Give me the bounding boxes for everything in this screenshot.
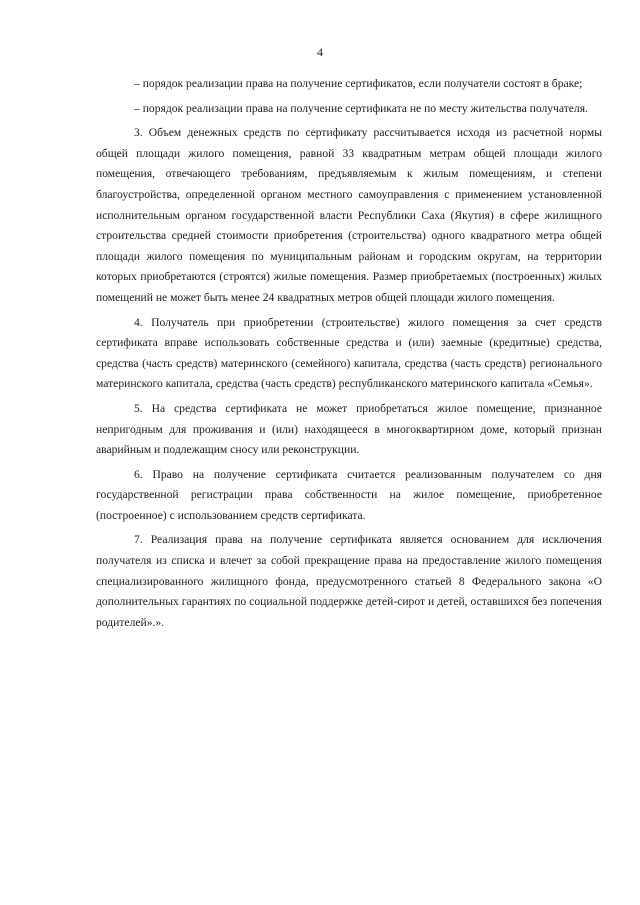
paragraph-3-certificate-amount: 3. Объем денежных средств по сертификату рассчитывается исходя из расчетной нормы общей площади жилого помещения, равной 33 квадратным метрам общей площади жилого помещения, отвечающего требованиям, предъявляемым к жилым помещениям, и степени благоустройства, определенной органом местного самоуправления с применением установленной исполнительным органом государственной власти Республики Саха (Якутия) в сфере жилищного строительства средней стоимости приобретения (строительства) одного квадратного метра общей площади жилого помещения по муниципальным районам и городским округам, на территории которых приобретаются (строятся) жилые помещения. Размер приобретаемых (построенных) жилых помещений не может быть менее 24 квадратных метров общей площади жилого помещения.: [96, 126, 602, 304]
paragraph-7-exclusion: 7. Реализация права на получение сертификата является основанием для исключения получателя из списка и влечет за собой прекращение права на предоставление жилого помещения специализированного жилищного фонда, предусмотренного статьей 8 Федерального закона «О дополнительных гарантиях по социальной поддержке детей-сирот и детей, оставшихся без попечения родителей».».: [96, 533, 602, 629]
page-number: 4: [317, 45, 323, 59]
document-body: [96, 74, 602, 637]
paragraph-5-unfit-housing: 5. На средства сертификата не может приобретаться жилое помещение, признанное непригодным для проживания и (или) находящееся в многоквартирном доме, который признан аварийным и подлежащим сносу или реконструкции.: [96, 401, 602, 457]
paragraph-non-residence: – порядок реализации права на получение сертификата не по месту жительства получателя.: [134, 101, 588, 115]
paragraph-4-funding-sources: 4. Получатель при приобретении (строительстве) жилого помещения за счет средств сертификата вправе использовать собственные средства и (или) заемные (кредитные) средства, средства (часть средств) материнского (семейного) капитала, средства (часть средств) регионального материнского капитала, средства (часть средств) республиканского материнского капитала «Семья».: [96, 315, 602, 391]
paragraph-6-right-realized: 6. Право на получение сертификата считается реализованным получателем со дня государственной регистрации права собственности на жилое помещение, приобретенное (построенное) с использованием средств сертификата.: [96, 467, 602, 522]
paragraph-married-recipients: – порядок реализации права на получение сертификатов, если получатели состоят в браке;: [134, 77, 583, 90]
